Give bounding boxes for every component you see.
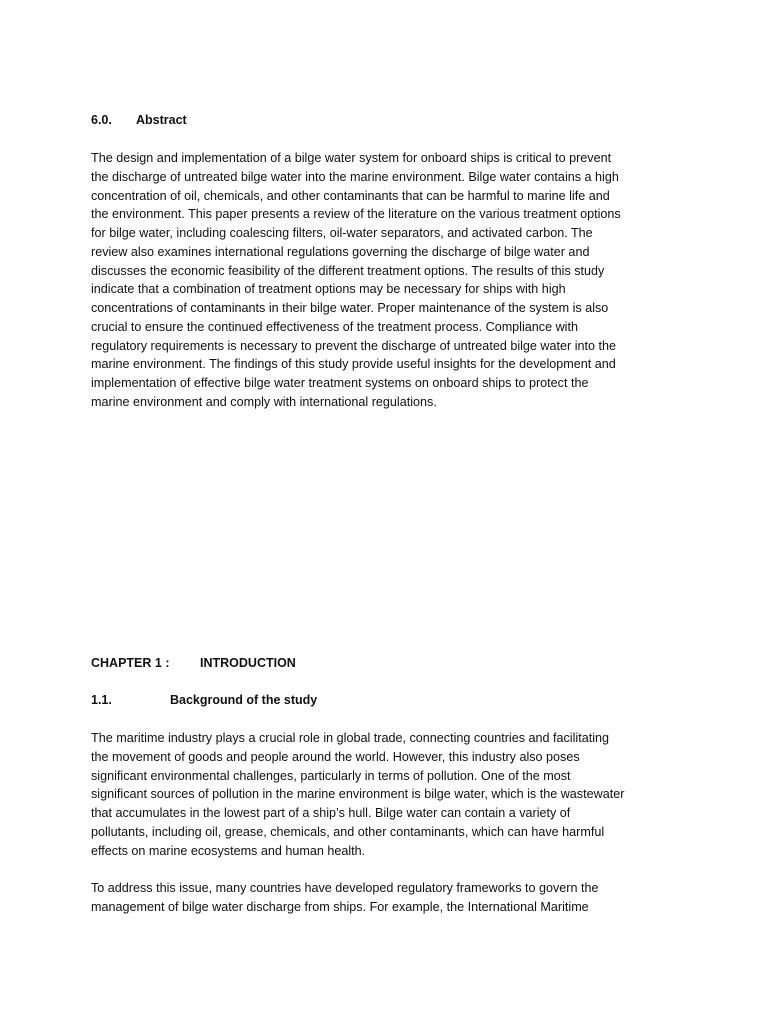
abstract-number: 6.0. [91, 113, 112, 127]
background-line: pollutants, including oil, grease, chemicals, and other contaminants, which can have harmful [91, 824, 605, 839]
background-line: The maritime industry plays a crucial role in global trade, connecting countries and facilitating [91, 731, 610, 745]
abstract-line: the discharge of untreated bilge water into the marine environment. Bilge water contains a high [91, 169, 619, 184]
abstract-line: crucial to ensure the continued effectiveness of the treatment process. Compliance with [91, 319, 578, 334]
section-number: 1.1. [91, 693, 112, 707]
chapter-label: CHAPTER 1 : [91, 656, 170, 670]
abstract-line: regulatory requirements is necessary to prevent the discharge of untreated bilge water into the [91, 338, 617, 353]
abstract-heading [91, 112, 187, 128]
background-paragraph-1 [91, 729, 651, 860]
chapter-heading [91, 655, 296, 671]
background-line: significant environmental challenges, particularly in terms of pollution. One of the most [91, 768, 571, 783]
abstract-line: The design and implementation of a bilge water system for onboard ships is critical to prevent [91, 151, 612, 165]
abstract-line: the environment. This paper presents a review of the literature on the various treatment options [91, 207, 621, 222]
abstract-line: for bilge water, including coalescing filters, oil-water separators, and activated carbon. The [91, 226, 593, 240]
abstract-line: marine environment and comply with international regulations. [91, 394, 437, 409]
abstract-line: discusses the economic feasibility of the different treatment options. The results of this study [91, 263, 605, 278]
chapter-title: INTRODUCTION [200, 656, 296, 670]
background-line: effects on marine ecosystems and human health. [91, 843, 366, 858]
abstract-line: concentration of oil, chemicals, and other contaminants that can be harmful to marine life and [91, 188, 610, 203]
background-line: management of bilge water discharge from ships. For example, the International Maritime [91, 899, 589, 914]
abstract-line: concentrations of contaminants in their bilge water. Proper maintenance of the system is also [91, 301, 609, 315]
abstract-line: marine environment. The findings of this study provide useful insights for the development and [91, 357, 616, 372]
background-line: significant sources of pollution in the marine environment is bilge water, which is the wastewater [91, 787, 625, 802]
abstract-paragraph [91, 149, 651, 412]
section-heading [91, 692, 318, 708]
abstract-line: review also examines international regulations governing the discharge of bilge water and [91, 244, 590, 259]
background-line: To address this issue, many countries have developed regulatory frameworks to govern the [91, 881, 599, 895]
abstract-title: Abstract [136, 113, 187, 127]
background-line: the movement of goods and people around the world. However, this industry also poses [91, 749, 580, 764]
section-title: Background of the study [170, 693, 318, 707]
abstract-line: implementation of effective bilge water treatment systems on onboard ships to protect the [91, 376, 589, 390]
abstract-line: indicate that a combination of treatment options may be necessary for ships with high [91, 282, 566, 297]
background-paragraph-2 [91, 879, 651, 917]
background-line: that accumulates in the lowest part of a ship’s hull. Bilge water can contain a variety of [91, 806, 571, 820]
